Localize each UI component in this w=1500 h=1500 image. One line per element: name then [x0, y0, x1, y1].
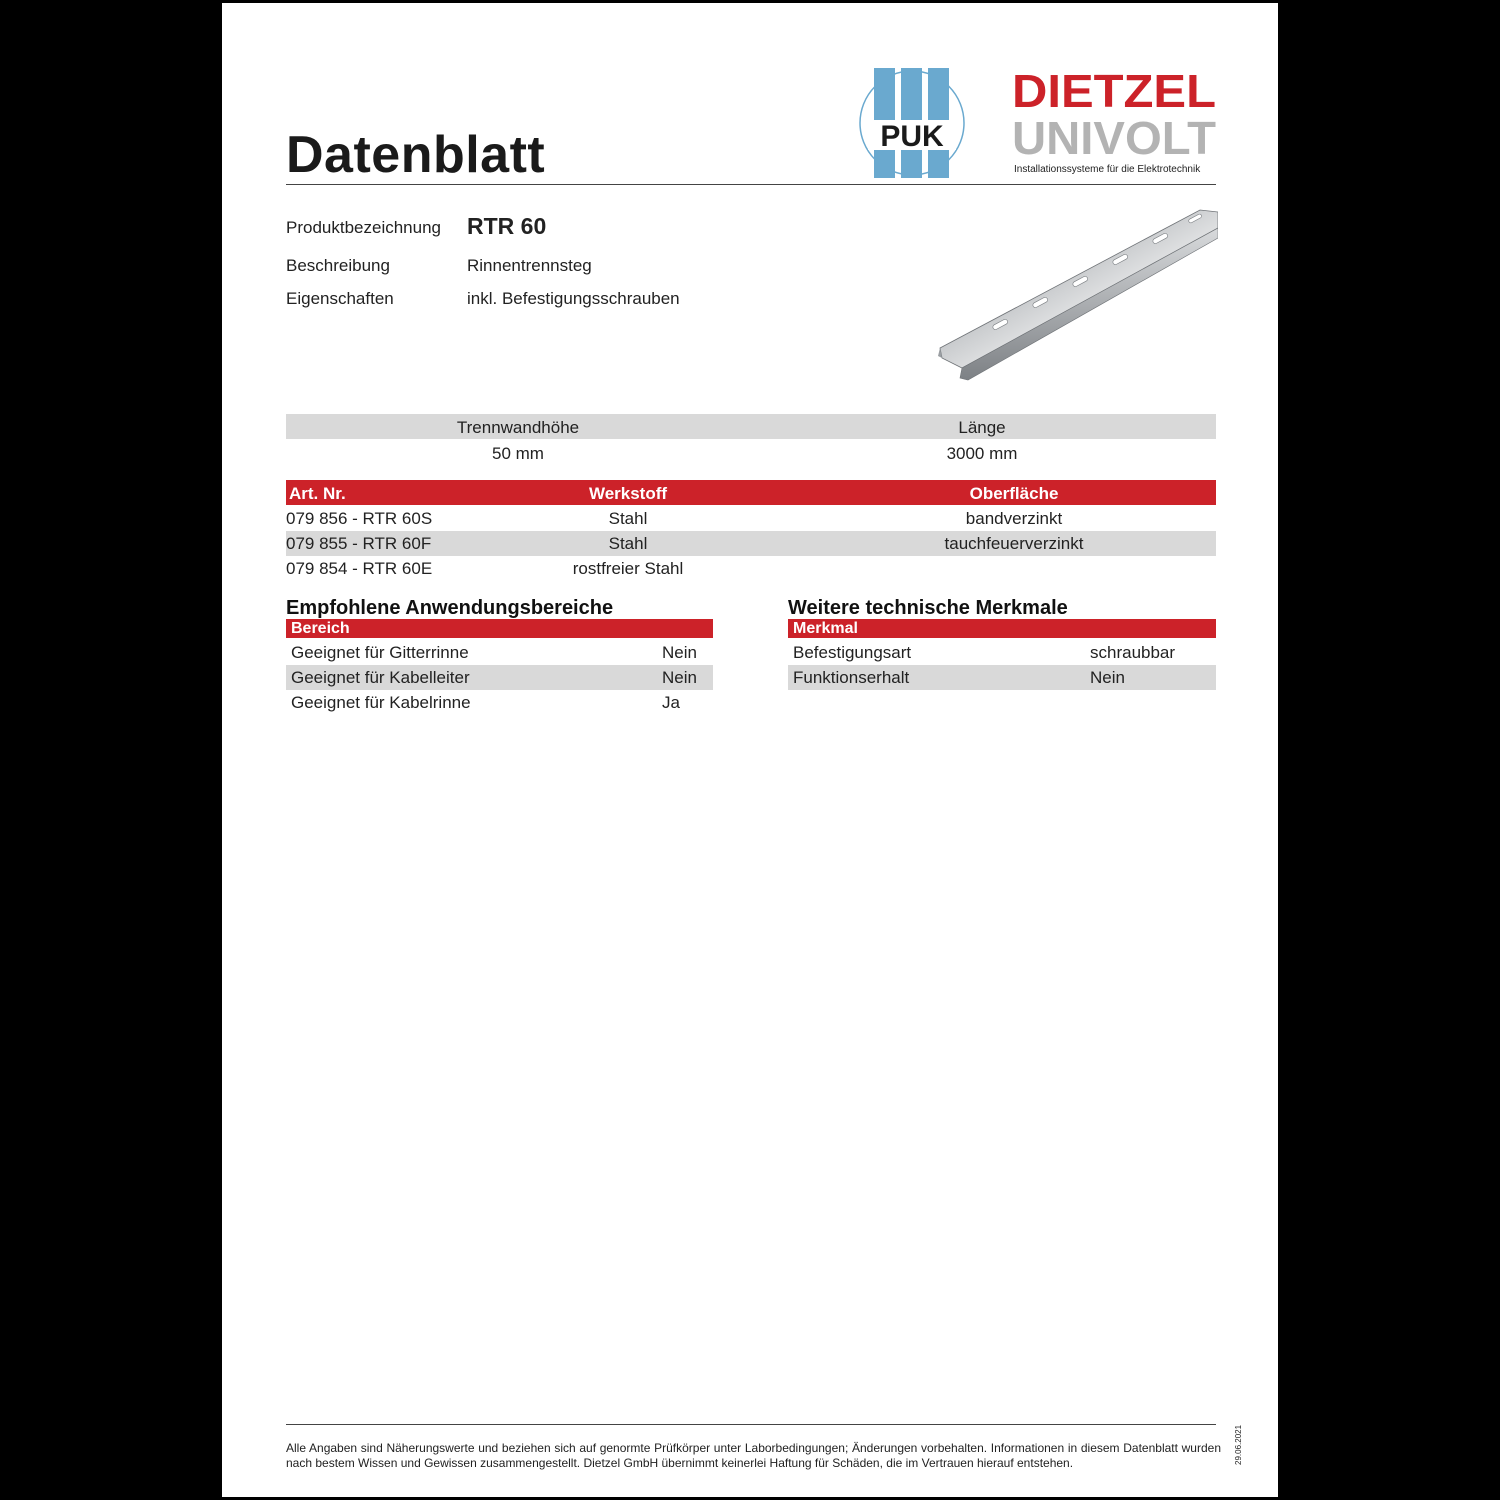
- table-row-2-surface: tauchfeuerverzinkt: [944, 534, 1084, 553]
- dietzel-univolt-logo: [1012, 67, 1217, 179]
- art-header-material: Werkstoff: [588, 484, 668, 503]
- feature-row-1-label: Befestigungsart: [793, 643, 912, 662]
- table-row-1-number: 079 856 - RTR 60S: [286, 509, 433, 528]
- articles-header-row: [286, 480, 1216, 505]
- application-row-2-label: Geeignet für Kabelleiter: [291, 668, 470, 687]
- header-divider: [286, 184, 1216, 185]
- application-row-1-value: Nein: [662, 643, 697, 662]
- art-header-surface: Oberfläche: [969, 484, 1059, 503]
- application-row-1-label: Geeignet für Gitterrinne: [291, 643, 469, 662]
- product-name-label: Produktbezeichnung: [286, 218, 442, 237]
- application-row-3-value: Ja: [662, 693, 680, 712]
- application-row-3-label: Geeignet für Kabelrinne: [291, 693, 471, 712]
- brand-line2: UNIVOLT: [1012, 112, 1216, 164]
- applications-title: Empfohlene Anwendungsbereiche: [286, 597, 614, 619]
- feature-row-2-value: Nein: [1090, 668, 1125, 687]
- table-row-1-material: Stahl: [608, 509, 648, 528]
- disclaimer: Alle Angaben sind Näherungswerte und beziehen sich auf genormte Prüfkörper unter Laborbedingungen; Änderungen vorbehalten. Informationen in diesem Datenblatt wurden nach bestem Wissen und Gewissen zusammengestellt. Dietzel GmbH übernimmt keinerlei Haftung für Schäden, die im Vertrauen hierauf entstehen.: [286, 1441, 1221, 1470]
- dim-header-length: Länge: [958, 418, 1006, 437]
- dim-header-height: Trennwandhöhe: [456, 418, 580, 437]
- table-row-1-surface: bandverzinkt: [965, 509, 1063, 528]
- description-value: Rinnentrennsteg: [467, 256, 592, 275]
- feature-row-2-label: Funktionserhalt: [793, 668, 910, 687]
- dim-value-height: 50 mm: [492, 444, 544, 463]
- document-date: 29.06.2021: [1234, 1424, 1243, 1465]
- dim-value-length: 3000 mm: [946, 444, 1018, 463]
- table-row-2-material: Stahl: [608, 534, 648, 553]
- art-header-number: Art. Nr.: [289, 484, 346, 503]
- description-label: Beschreibung: [286, 256, 390, 275]
- feature-row-1-value: schraubbar: [1090, 643, 1176, 662]
- dimensions-header-row: [286, 414, 1216, 439]
- product-image: [938, 208, 1218, 388]
- features-header: Merkmal: [793, 620, 858, 637]
- application-row-2-value: Nein: [662, 668, 697, 687]
- applications-header: Bereich: [291, 620, 350, 637]
- table-row-3-material: rostfreier Stahl: [572, 559, 684, 578]
- puk-logo-text: PUK: [880, 120, 944, 153]
- applications-header-row: [286, 619, 713, 638]
- properties-label: Eigenschaften: [286, 289, 394, 308]
- brand-tagline: Installationssysteme für die Elektrotechnik: [1014, 164, 1201, 175]
- brand-line1: DIETZEL: [1012, 67, 1216, 117]
- puk-logo: [856, 68, 968, 178]
- table-row-2-number: 079 855 - RTR 60F: [286, 534, 432, 553]
- table-row-3-number: 079 854 - RTR 60E: [286, 559, 433, 578]
- product-name-value: RTR 60: [467, 213, 547, 239]
- datasheet-page: [222, 3, 1278, 1497]
- page-title: Datenblatt: [286, 126, 546, 184]
- footer-divider: [286, 1424, 1216, 1425]
- features-title: Weitere technische Merkmale: [788, 597, 1068, 619]
- properties-value: inkl. Befestigungsschrauben: [467, 289, 680, 308]
